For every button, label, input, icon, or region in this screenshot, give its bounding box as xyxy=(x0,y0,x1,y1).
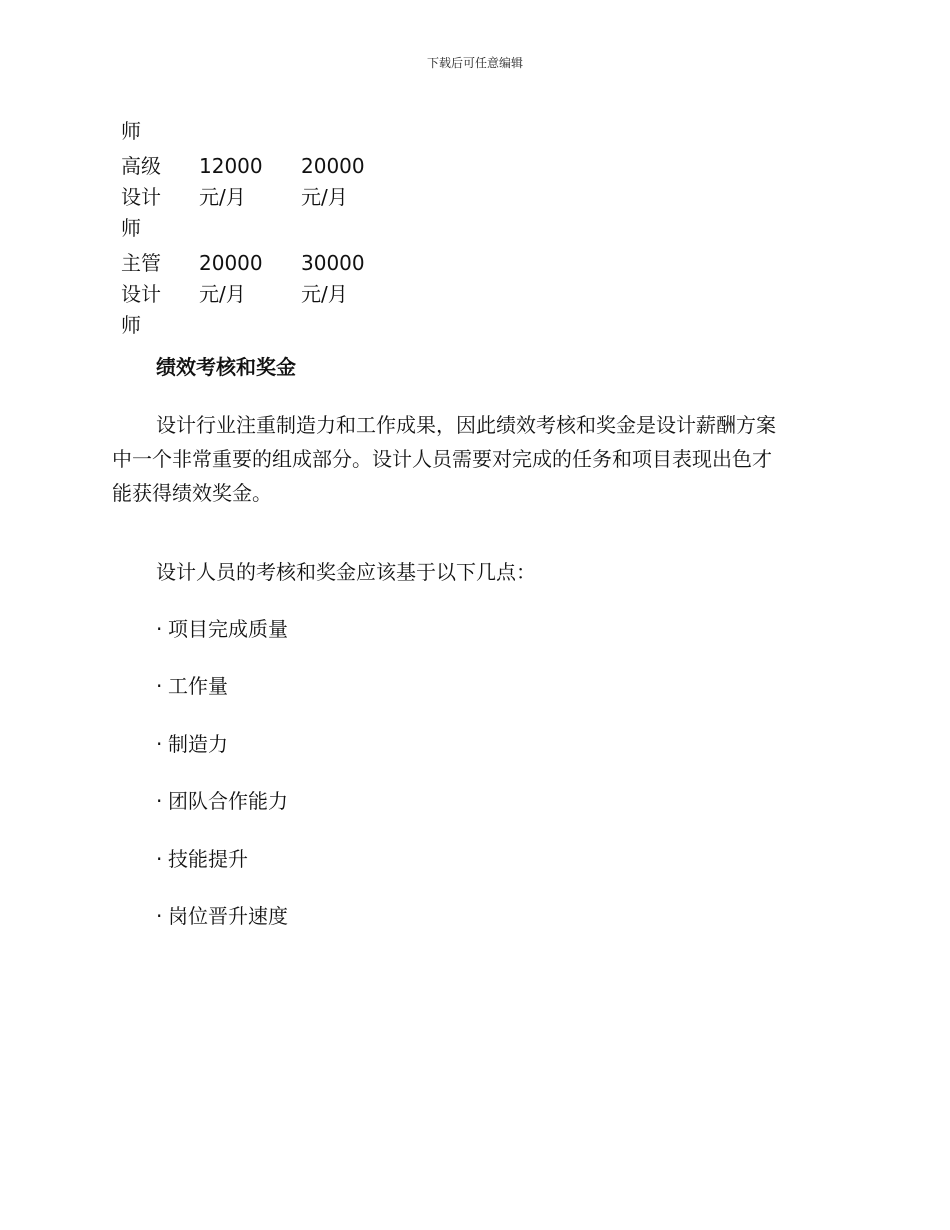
list-item xyxy=(156,671,288,728)
job-title-cell xyxy=(121,151,199,244)
list-item-text: 工作量 xyxy=(168,674,228,699)
table-cell-continued: 师 xyxy=(121,119,141,143)
list-item xyxy=(156,786,288,843)
list-item-text: 项目完成质量 xyxy=(168,617,288,641)
bullet-icon: · xyxy=(156,903,163,928)
body-paragraph xyxy=(112,408,832,510)
list-item-text: 岗位晋升速度 xyxy=(168,903,288,928)
job-title-line: 设计 xyxy=(121,282,161,306)
paragraph-line: 能获得绩效奖金。 xyxy=(112,481,272,505)
list-item xyxy=(156,844,288,901)
job-title-cell xyxy=(121,248,199,341)
salary-table-fragment xyxy=(121,116,391,341)
salary-unit: 元/月 xyxy=(301,282,348,306)
paragraph-line: 中一个非常重要的组成部分。设计人员需要对完成的任务和项目表现出色才 xyxy=(112,447,772,471)
bullet-icon: · xyxy=(156,674,163,699)
salary-amount: 30000 xyxy=(301,251,365,275)
bullet-icon: · xyxy=(156,789,163,814)
max-salary-cell xyxy=(301,151,391,244)
bullet-icon: · xyxy=(156,846,163,871)
table-row xyxy=(121,248,391,341)
min-salary-cell xyxy=(199,151,301,244)
bullet-icon: · xyxy=(156,617,163,641)
job-title-line: 师 xyxy=(121,216,141,240)
job-title-line: 高级 xyxy=(121,154,161,178)
job-title-line: 师 xyxy=(121,313,141,337)
list-item xyxy=(156,901,288,958)
salary-unit: 元/月 xyxy=(199,185,246,209)
list-item-text: 团队合作能力 xyxy=(168,789,288,814)
paragraph-line: 设计行业注重制造力和工作成果，因此绩效考核和奖金是设计薪酬方案 xyxy=(156,413,776,437)
list-item-text: 制造力 xyxy=(168,731,228,756)
job-title-line: 设计 xyxy=(121,185,161,209)
max-salary-cell xyxy=(301,248,391,341)
list-item xyxy=(156,614,288,671)
section-heading: 绩效考核和奖金 xyxy=(156,355,296,379)
page-header-note: 下载后可任意编辑 xyxy=(426,56,523,70)
salary-unit: 元/月 xyxy=(199,282,246,306)
criteria-list xyxy=(156,614,288,958)
table-row xyxy=(121,151,391,244)
min-salary-cell xyxy=(199,248,301,341)
bullet-icon: · xyxy=(156,731,163,756)
list-item xyxy=(156,729,288,786)
salary-amount: 20000 xyxy=(301,154,365,178)
salary-amount: 20000 xyxy=(199,251,263,275)
salary-amount: 12000 xyxy=(199,154,263,178)
criteria-intro: 设计人员的考核和奖金应该基于以下几点： xyxy=(156,560,536,584)
salary-unit: 元/月 xyxy=(301,185,348,209)
job-title-line: 主管 xyxy=(121,251,161,275)
list-item-text: 技能提升 xyxy=(168,846,248,871)
